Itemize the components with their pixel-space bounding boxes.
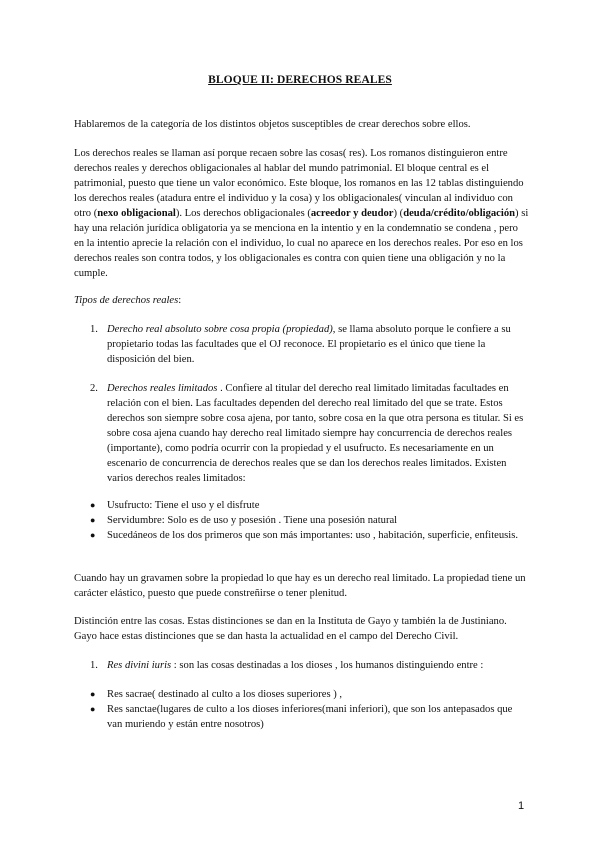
para1-text-1: Los derechos reales se llaman así porque recaen sobre las cosas( res). Los romanos distinguieron entre derechos reales y derechos obligacionales al hablar del mundo patrimonial. El bloque central es el patrimonial, puesto que tiene un valor económico. Este bloque, los romanos en las 12 tablas distinguiendo los derechos reales (atadura entre el individuo y la cosa) y los obligacionales( vinculan al individuo con otro ( (74, 148, 524, 219)
list-item-res-sacrae: Res sacrae( destinado al culto a los dioses superiores ) , (107, 689, 343, 700)
list-item-res-sanctae: Res sanctae(lugares de culto a los dioses inferiores(mani inferiori), que son los antepasados que van muriendo y están entre nosotros) (107, 704, 513, 730)
bullet-icon: ● (90, 530, 96, 540)
list-item-limitados (107, 381, 530, 486)
gravamen-paragraph: Cuando hay un gravamen sobre la propiedad lo que hay es un derecho real limitado. La propiedad tiene un carácter elástico, puesto que puede constreñirse o tener plenitud. (74, 573, 526, 599)
list-item-propiedad (107, 322, 530, 367)
tipos-heading-italic: Tipos de derechos reales (74, 295, 179, 306)
item-number-res: 1. (90, 660, 98, 671)
para1-text-3: ) ( (393, 208, 404, 219)
deuda-credito-bold: deuda/crédito/obligación (403, 208, 516, 219)
bullet-icon: ● (90, 689, 96, 699)
list-item-sucedaneos: Sucedáneos de los dos primeros que son más importantes: uso , habitación, superficie, enfiteusis. (107, 530, 519, 541)
tipos-heading (74, 293, 530, 308)
bullet-icon: ● (90, 515, 96, 525)
tipos-heading-colon: : (178, 295, 182, 306)
bullet-icon: ● (90, 500, 96, 510)
propiedad-text: , se llama absoluto porque le confiere a su propietario todas las facultades que el OJ reconoce. El propietario es el único que tiene la disposición del bien. (107, 324, 511, 365)
page-title: BLOQUE II: DERECHOS REALES (208, 74, 392, 86)
distincion-paragraph: Distinción entre las cosas. Estas distinciones se dan en la Instituta de Gayo y también la de Justiniano. Gayo hace estas distinciones que se dan hasta la actualidad en el campo del Derecho Civil. (74, 616, 507, 642)
nexo-obligacional-bold: nexo obligacional (97, 208, 176, 219)
list-item-res-divini-iuris (107, 658, 530, 673)
list-item-servidumbre: Servidumbre: Solo es de uso y posesión . Tiene una posesión natural (107, 515, 398, 526)
acreedor-deudor-bold: acreedor y deudor (310, 208, 394, 219)
list-item-usufructo: Usufructo: Tiene el uso y el disfrute (107, 500, 260, 511)
page-number: 1 (518, 800, 525, 812)
intro-paragraph: Hablaremos de la categoría de los distintos objetos susceptibles de crear derechos sobre ellos. (74, 119, 471, 130)
item-number-2: 2. (90, 383, 98, 394)
item-number-1: 1. (90, 324, 98, 335)
res-divini-text: : son las cosas destinadas a los dioses , los humanos distinguiendo entre : (171, 660, 484, 671)
derechos-reales-paragraph (74, 146, 530, 281)
bullet-icon: ● (90, 704, 96, 714)
limitados-text: . Confiere al titular del derecho real limitado limitadas facultades en relación con el bien. Las facultades dependen del derecho real limitado del que se trate. Estos derechos son siempre sobre cosa ajena, por tanto, sobre cosa en la que otra persona es titular. Si es sobre cosa ajena cuando hay derecho real limitado siempre hay concurrencia de derechos reales (importante), como podría ocurrir con la propiedad y el usufructo. Es necesariamente en un escenario de concurrencia de derechos reales que se dan los derechos reales limitados. Existen varios derechos reales limitados: (107, 383, 524, 484)
res-divini-italic: Res divini iuris (107, 660, 172, 671)
limitados-italic: Derechos reales limitados (107, 383, 218, 394)
para1-text-4: ) si hay una relación jurídica obligatoria ya se menciona en la intentio y en la condemnatio se condena , pero en la intentio aprecie la relación con el individuo, lo cual no aparece en los derechos reales. Por eso en los derechos reales son contra todos, y los obligacionales es contra con quien tiene una obligación y no la cumple. (74, 208, 529, 279)
para1-text-2: ). Los derechos obligacionales ( (175, 208, 311, 219)
propiedad-italic: Derecho real absoluto sobre cosa propia (propiedad) (107, 324, 333, 335)
